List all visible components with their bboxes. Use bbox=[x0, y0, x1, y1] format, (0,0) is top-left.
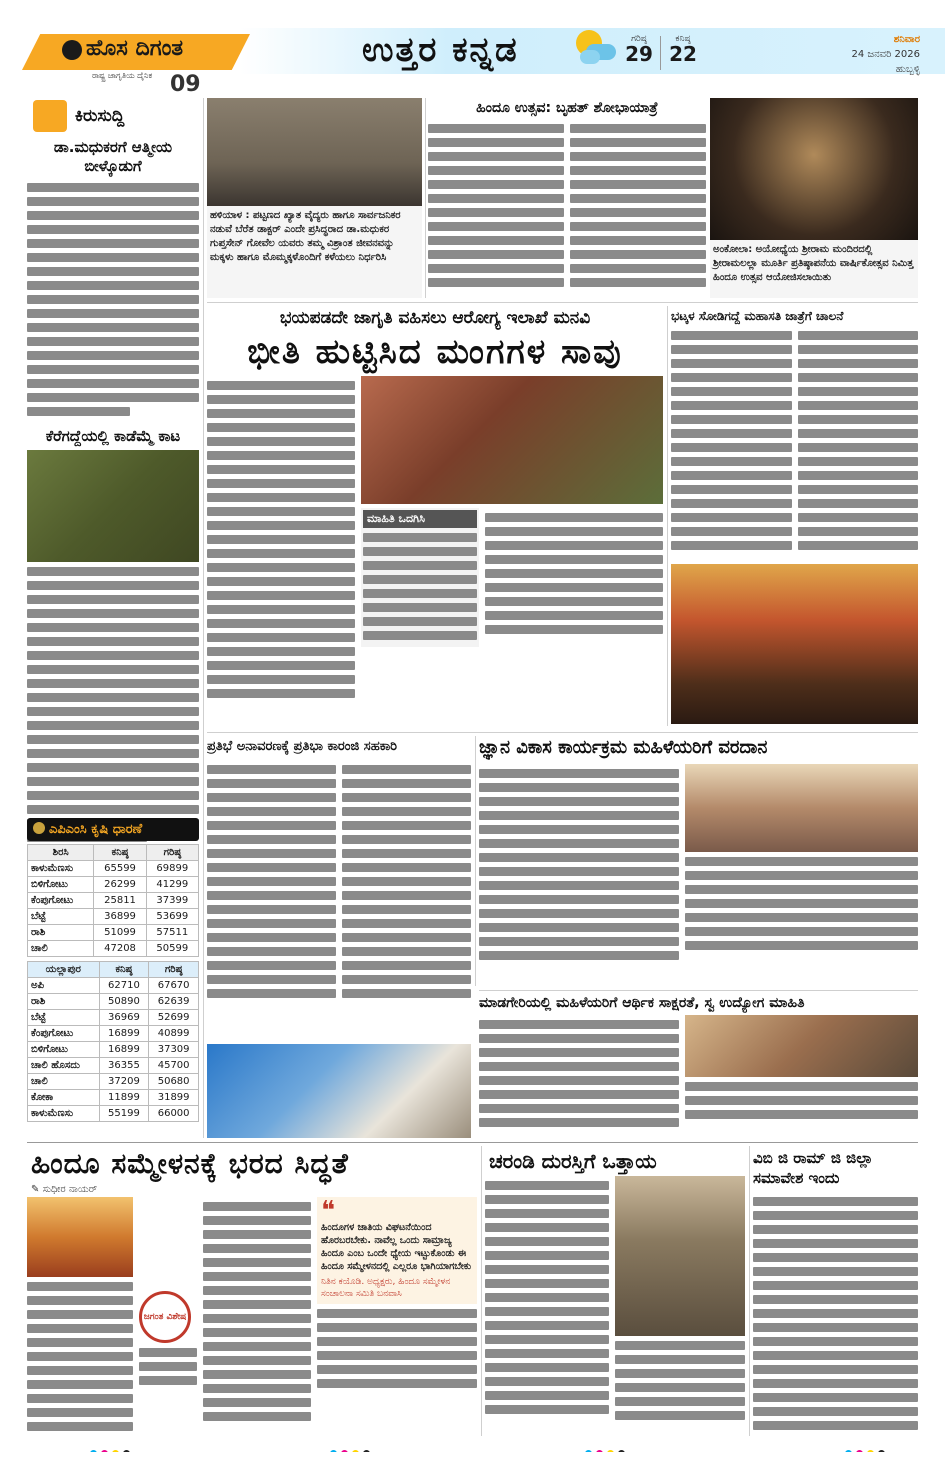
table-row: ಬೆಟ್ಟೆ 36969 52699 bbox=[28, 1010, 199, 1026]
page-number: 09 bbox=[170, 72, 201, 96]
date-label: 24 ಜನವರಿ 2026 bbox=[851, 49, 920, 60]
info-box-title: ಮಾಹಿತಿ ಒದಗಿಸಿ bbox=[363, 510, 477, 528]
max-temp: 29 bbox=[625, 42, 653, 66]
kirusuddi-h1: ಡಾ.ಮಧುಕರಗೆ ಆತ್ಮೀಯ ಬೀಳ್ಕೊಡುಗೆ bbox=[53, 138, 173, 175]
hindu-festival-story bbox=[428, 98, 706, 298]
group-photo-caption: ಹಳಿಯಾಳ : ಪಟ್ಟಣದ ಖ್ಯಾತ ವೈದ್ಯರು ಹಾಗೂ ಸಾರ್ವಜನಿಕರ ನಡುವೆ ಬೆರೆತ ಡಾಕ್ಟರ್ ಎಂದೇ ಪ್ರಸಿದ್ಧರಾದ ಡಾ.ಮಧುಕರ ಗುಪ್ತಸೇನ್ ಗೋವೆಲ ಯವರು ತಮ್ಮ ವಿಶ್ರಾಂತ ಜೀವನವನ್ನು ಮಕ್ಕಳು ಹಾಗೂ ಮೊಮ್ಮಕ್ಕಳೊಂದಿಗೆ ಕಳೆಯಲು ನಿರ್ಧರಿಸಿ bbox=[207, 206, 422, 298]
pratibha-story bbox=[207, 736, 471, 1138]
table-row: ಕೆಂಪುಗೋಟು 25811 37399 bbox=[28, 893, 199, 909]
kirusuddi-h2: ಕೆರೆಗದ್ದೆಯಲ್ಲಿ ಕಾಡೆಮ್ಮೆ ಕಾಟ bbox=[45, 427, 181, 445]
registration-dots-left bbox=[90, 1442, 150, 1452]
pen-icon: ✎ bbox=[31, 1184, 43, 1195]
date-block bbox=[790, 32, 920, 77]
table-row: ಬೆಟ್ಟೆ 36899 53699 bbox=[28, 909, 199, 925]
madgeri-title: ಮಾಡಗೇರಿಯಲ್ಲಿ ಮಹಿಳೆಯರಿಗೆ ಆರ್ಥಿಕ ಸಾಕ್ಷರತೆ, ಸ್ವ ಉದ್ಯೋಗ ಮಾಹಿತಿ bbox=[479, 995, 805, 1011]
festival-photo-block bbox=[710, 98, 918, 298]
festival-photo-caption: ಅಂಕೋಲಾ: ಅಯೋಧ್ಯೆಯ ಶ್ರೀರಾಮ ಮಂದಿರದಲ್ಲಿ ಶ್ರೀರಾಮಲಲ್ಲಾ ಮೂರ್ತಿ ಪ್ರತಿಷ್ಠಾಪನೆಯ ವಾರ್ಷಿಕೋತ್ಸವ ನಿಮಿತ್ತ ಹಿಂದೂ ಉತ್ಸವ ಆಯೋಜಿಸಲಾಯಿತು bbox=[710, 240, 918, 298]
registration-dots-right bbox=[585, 1442, 645, 1452]
kirusuddi-header bbox=[27, 98, 199, 134]
pratibha-photo bbox=[207, 1044, 471, 1138]
doctor-farewell-story bbox=[207, 98, 422, 298]
sammelana-story bbox=[27, 1146, 477, 1436]
table-row: ಕಾಳುಮೆಣಸು 55199 66000 bbox=[28, 1106, 199, 1122]
group-photo bbox=[207, 98, 422, 206]
deity-image bbox=[27, 1197, 133, 1277]
max-label: ಗರಿಷ್ಠ bbox=[631, 34, 647, 44]
vbg-story bbox=[753, 1146, 918, 1436]
table-row: ಚಾಲಿ 47208 50599 bbox=[28, 941, 199, 957]
masthead bbox=[0, 0, 945, 96]
apmc-table-sirsi: ಶಿರಸಿ ಕನಿಷ್ಠ ಗರಿಷ್ಠ ಕಾಳುಮೆಣಸು 65599 69899 ಬಿಳಿಗೋಟು 26299 41299 ಕೆಂಪುಗೋಟು 25811 37399 ಬೆಟ್ಟೆ 36899 53699 ರಾಶಿ 51099 57511 ಚಾಲಿ 47208 50599 bbox=[27, 844, 199, 957]
festival-photo bbox=[710, 98, 918, 240]
apmc-title: ಎಪಿಎಂಸಿ ಕೃಷಿ ಧಾರಣೆ bbox=[27, 818, 199, 841]
jnana-photo bbox=[685, 764, 918, 852]
kirusuddi-column bbox=[27, 98, 199, 846]
city-label: ಹುಬ್ಬಳ್ಳಿ bbox=[895, 64, 920, 75]
health-team-photo bbox=[361, 376, 663, 504]
kirusuddi-title: ಕಿರುಸುದ್ದಿ bbox=[75, 106, 125, 126]
madgeri-story bbox=[479, 994, 918, 1138]
logo-block bbox=[22, 28, 250, 96]
min-temp-block bbox=[664, 34, 702, 64]
main-headline: ಭೀತಿ ಹುಟ್ಟಿಸಿದ ಮಂಗಗಳ ಸಾವು bbox=[247, 332, 623, 372]
quote-mark-icon: ❝ bbox=[321, 1196, 335, 1226]
hindu-festival-title: ಹಿಂದೂ ಉತ್ಸವ: ಬೃಹತ್ ಶೋಭಾಯಾತ್ರೆ bbox=[476, 100, 658, 116]
bhatkal-title: ಭಟ್ಕಳ ಸೋಡಿಗದ್ದೆ ಮಹಾಸತಿ ಜಾತ್ರೆಗೆ ಚಾಲನೆ bbox=[671, 309, 844, 323]
table-row: ಚಾಲಿ 37209 50680 bbox=[28, 1074, 199, 1090]
registration-dots-mid bbox=[330, 1442, 390, 1452]
table-row: ರಾಶಿ 50890 62639 bbox=[28, 994, 199, 1010]
madgeri-photo bbox=[685, 1015, 918, 1077]
table-row: ಕಾಳುಮೆಣಸು 65599 69899 bbox=[28, 861, 199, 877]
pratibha-title: ಪ್ರತಿಭೆ ಅನಾವರಣಕ್ಕೆ ಪ್ರತಿಭಾ ಕಾರಂಜಿ ಸಹಕಾರಿ bbox=[207, 739, 398, 754]
special-badge bbox=[139, 1291, 191, 1343]
logo-tagline: ರಾಷ್ಟ್ರ ಜಾಗೃತಿಯ ದೈನಿಕ bbox=[92, 71, 153, 80]
quote-author: ನಿತಿನ ಕಯೊಡಿ. ಅಧ್ಯಕ್ಷರು, ಹಿಂದೂ ಸಮ್ಮೇಳನ ಸಂಚಾಲನಾ ಸಮಿತಿ ಬನವಾಸಿ bbox=[321, 1277, 451, 1299]
special-badge-text: ಜಗಂತ ವಿಶೇಷ bbox=[143, 1311, 187, 1322]
table-row: ಅಪಿ 62710 67670 bbox=[28, 978, 199, 994]
logo-icon bbox=[62, 40, 82, 60]
charandi-story bbox=[485, 1146, 745, 1436]
table-row: ಬಿಳಿಗೋಟು 26299 41299 bbox=[28, 877, 199, 893]
quote-text: ಹಿಂದೂಗಳ ಜಾತಿಯ ವಿಘಟನೆಯಿಂದ ಹೊರಬರಬೇಕು. ನಾವೆಲ್ಲ ಒಂದು ಸಾಮ್ರಾಜ್ಯ ಹಿಂದೂ ಎಂಬ ಒಂದೇ ಧ್ಯೇಯ ಇಟ್ಟುಕೊಂಡು ಈ ಹಿಂದೂ ಸಮ್ಮೇಳನದಲ್ಲಿ ಎಲ್ಲರೂ ಭಾಗಿಯಾಗಬೇಕು bbox=[321, 1222, 472, 1272]
table-row: ಬಿಳಿಗೋಟು 16899 37309 bbox=[28, 1042, 199, 1058]
day-label: ಶನಿವಾರ bbox=[893, 34, 920, 45]
table-row: ಚಾಲಿ ಹೊಸದು 36355 45700 bbox=[28, 1058, 199, 1074]
monkey-death-story bbox=[207, 306, 663, 726]
sammelana-title: ಹಿಂದೂ ಸಮ್ಮೇಳನಕ್ಕೆ ಭರದ ಸಿದ್ಧತೆ bbox=[31, 1147, 349, 1180]
registration-dots-far-right bbox=[845, 1442, 905, 1452]
main-kicker: ಭಯಪಡದೇ ಜಾಗೃತಿ ವಹಿಸಲು ಆರೋಗ್ಯ ಇಲಾಖೆ ಮನವಿ bbox=[279, 308, 591, 328]
info-box bbox=[361, 508, 663, 647]
bhatkal-story bbox=[671, 306, 918, 726]
apmc-box bbox=[27, 818, 199, 1130]
table-row: ಕೋಕಾ 11899 31899 bbox=[28, 1090, 199, 1106]
apmc-table-yellapur: ಯಲ್ಲಾಪುರ ಕನಿಷ್ಠ ಗರಿಷ್ಠ ಅಪಿ 62710 67670 ರಾಶಿ 50890 62639 ಬೆಟ್ಟೆ 36969 52699 ಕೆಂಪುಗೋಟು 16899 40899 ಬಿಳಿಗೋಟು 16899 37309 ಚಾಲಿ ಹೊಸದು 36355 45700 ಚಾಲಿ 37209 50680 ಕೋಕಾ 11899 31899 ಕಾಳುಮೆಣಸು 55199 66000 bbox=[27, 961, 199, 1122]
vbg-title: ವಿಬಿ ಜಿ ರಾಮ್ ಜಿ ಜಿಲ್ಲಾ ಸಮಾವೇಶ ಇಂದು bbox=[753, 1149, 874, 1187]
table-row: ರಾಶಿ 51099 57511 bbox=[28, 925, 199, 941]
min-temp: 22 bbox=[669, 42, 697, 66]
temple-photo bbox=[671, 564, 918, 724]
buffalo-photo bbox=[27, 450, 199, 562]
hand-icon bbox=[33, 100, 67, 132]
coin-icon bbox=[33, 822, 45, 834]
charandi-title: ಚರಂಡಿ ದುರಸ್ತಿಗೆ ಒತ್ತಾಯ bbox=[489, 1149, 657, 1173]
quote-box bbox=[317, 1197, 477, 1304]
logo-text: ಹೊಸ ದಿಗಂತ bbox=[86, 36, 184, 61]
max-temp-block bbox=[620, 34, 658, 64]
min-label: ಕನಿಷ್ಠ bbox=[675, 34, 691, 44]
jnana-title: ಜ್ಞಾನ ವಿಕಾಸ ಕಾರ್ಯಕ್ರಮ ಮಹಿಳೆಯರಿಗೆ ವರದಾನ bbox=[479, 737, 768, 758]
jnana-story bbox=[479, 736, 918, 986]
weather-icon bbox=[572, 28, 618, 68]
drain-photo bbox=[615, 1176, 745, 1336]
table-row: ಕೆಂಪುಗೋಟು 16899 40899 bbox=[28, 1026, 199, 1042]
sammelana-byline: ✎ ಸುಧೀರ ನಾಯರ್ bbox=[31, 1184, 98, 1195]
section-title: ಉತ್ತರ ಕನ್ನಡ bbox=[362, 30, 519, 70]
